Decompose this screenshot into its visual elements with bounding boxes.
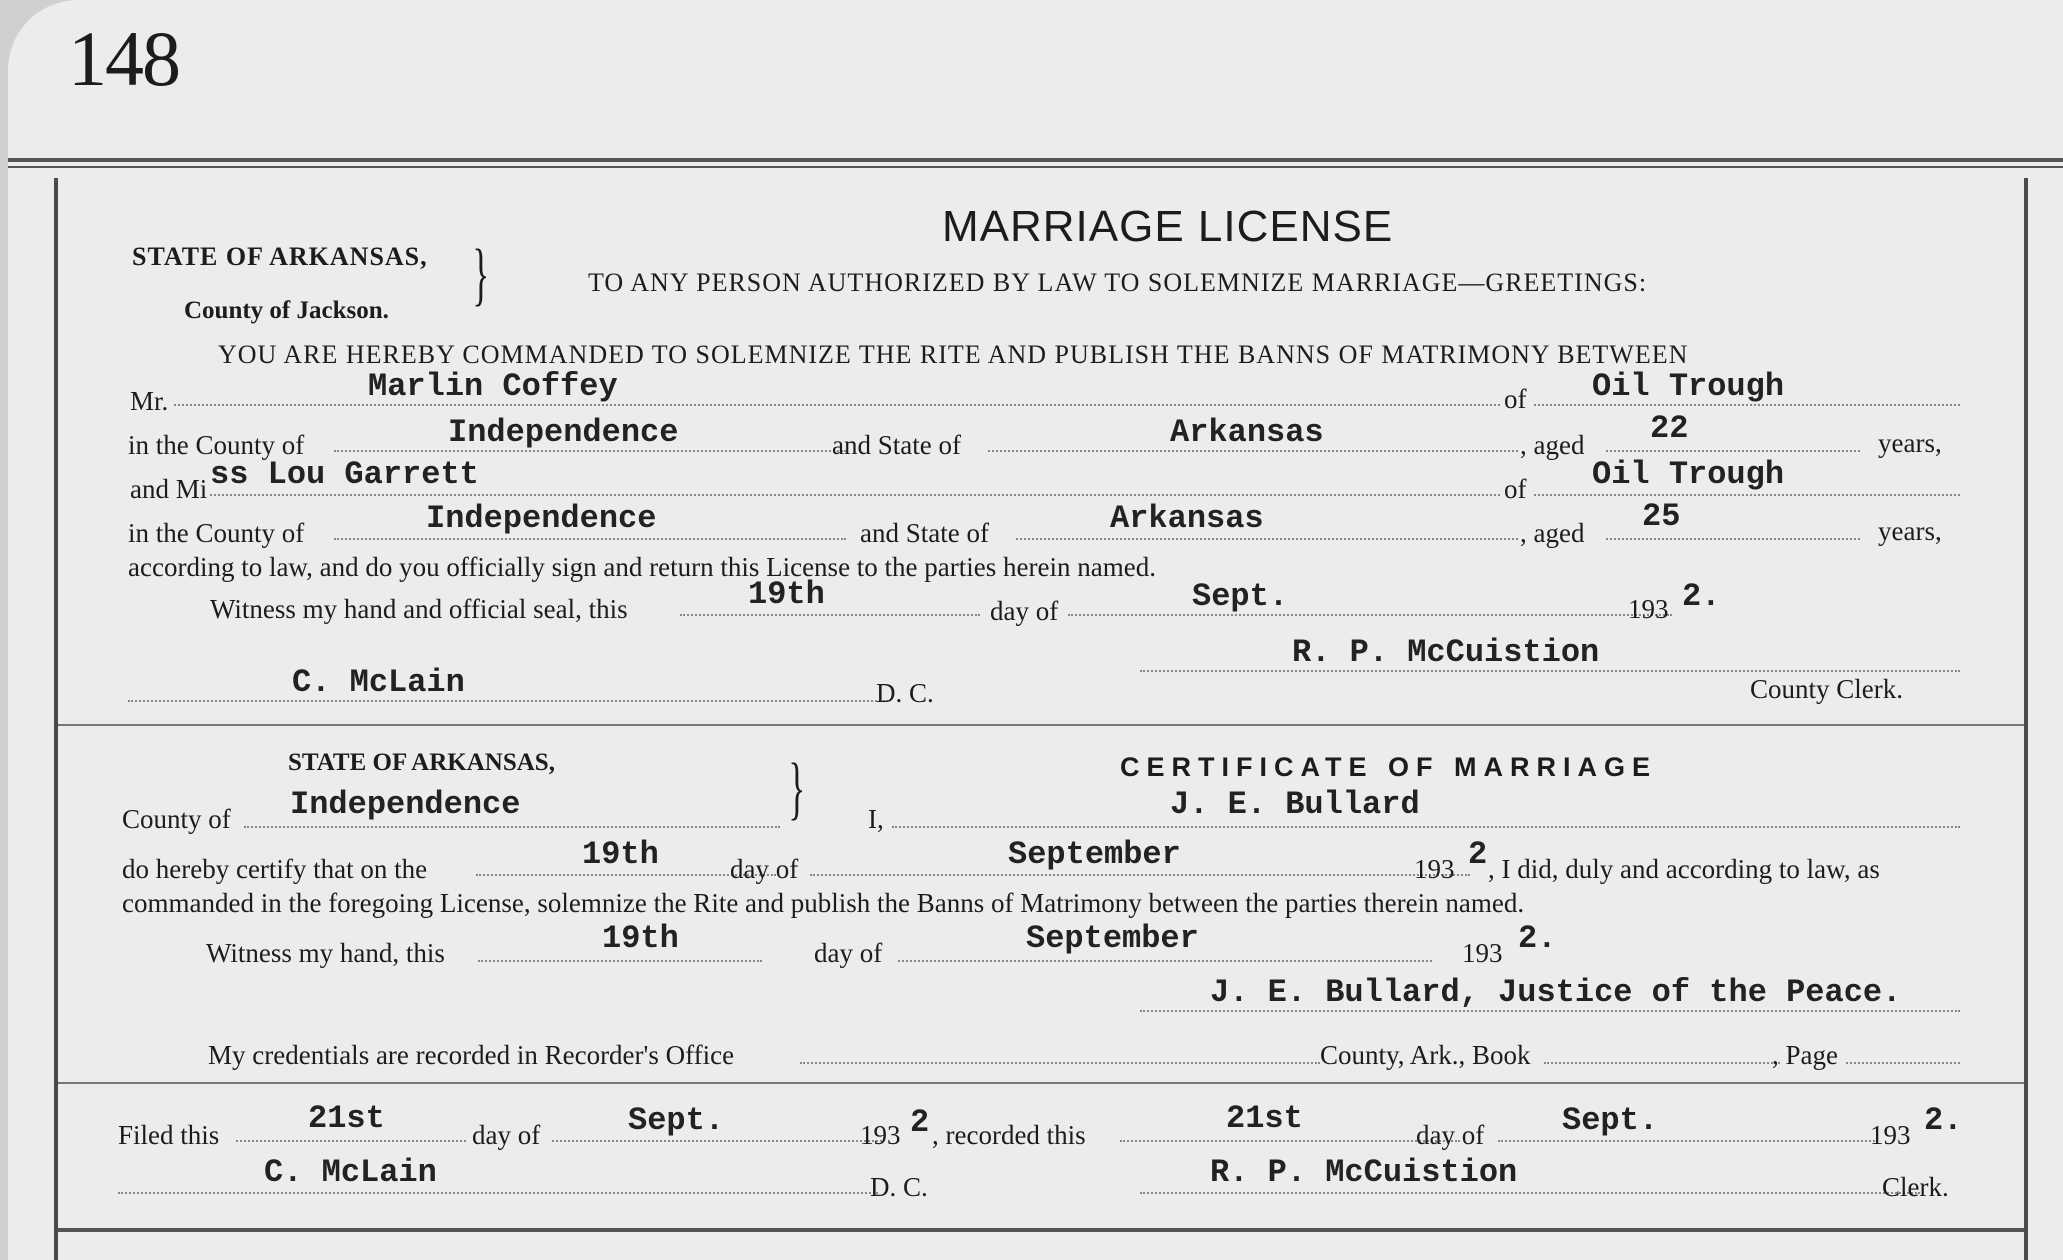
cert-book-line bbox=[1544, 1062, 1780, 1064]
cert-certify-label: do hereby certify that on the bbox=[122, 854, 428, 884]
recorded-day: 21st bbox=[1226, 1100, 1303, 1137]
top-rule-thin bbox=[8, 166, 2063, 168]
page-number: 148 bbox=[68, 15, 179, 102]
filed-year-prefix: 193 bbox=[860, 1120, 901, 1150]
bride-state: Arkansas bbox=[1110, 500, 1264, 537]
cert-certify-tail: , I did, duly and according to law, as bbox=[1488, 854, 1880, 884]
license-witness-label: Witness my hand and official seal, this bbox=[210, 594, 628, 624]
bride-residence-line bbox=[1534, 494, 1960, 496]
license-title: MARRIAGE LICENSE bbox=[942, 202, 1394, 251]
cert-witness-year-suffix: 2. bbox=[1518, 920, 1557, 957]
cert-county-ark-label: County, Ark., Book bbox=[1320, 1040, 1531, 1070]
cert-county-line bbox=[244, 826, 780, 828]
recorded-year-prefix: 193 bbox=[1870, 1120, 1911, 1150]
cert-day-of-label: day of bbox=[730, 854, 799, 884]
filed-label: Filed this bbox=[118, 1120, 220, 1150]
recorded-month-line bbox=[1498, 1140, 1878, 1142]
recorded-month: Sept. bbox=[1562, 1102, 1659, 1139]
license-witness-month: Sept. bbox=[1192, 578, 1289, 615]
filed-year-suffix: 2 bbox=[910, 1104, 930, 1141]
recorded-year-suffix: 2. bbox=[1924, 1102, 1963, 1139]
license-year-prefix: 193 bbox=[1628, 594, 1669, 624]
bride-aged-label: , aged bbox=[1520, 518, 1585, 548]
cert-credentials-label: My credentials are recorded in Recorder's Office bbox=[208, 1040, 735, 1070]
cert-officiant-line bbox=[892, 826, 1960, 828]
filed-month: Sept. bbox=[628, 1102, 725, 1139]
cert-credentials-line bbox=[800, 1062, 1320, 1064]
cert-witness-day: 19th bbox=[602, 920, 679, 957]
cert-page-label: , Page bbox=[1772, 1040, 1838, 1070]
cert-state: STATE OF ARKANSAS, bbox=[288, 749, 555, 776]
groom-state: Arkansas bbox=[1170, 414, 1324, 451]
marriage-record-form bbox=[54, 178, 2028, 1260]
groom-prefix: Mr. bbox=[130, 386, 169, 416]
bride-age-line bbox=[1606, 538, 1860, 540]
filing-deputy-name: C. McLain bbox=[264, 1154, 437, 1191]
bride-state-label: and State of bbox=[860, 518, 989, 548]
cert-county-label: County of bbox=[122, 804, 231, 834]
groom-age-line bbox=[1606, 450, 1860, 452]
license-brace: } bbox=[472, 236, 490, 313]
cert-witness-month: September bbox=[1026, 920, 1199, 957]
cert-county: Independence bbox=[290, 786, 521, 823]
cert-witness-label: Witness my hand, this bbox=[206, 938, 445, 968]
bride-name: ss Lou Garrett bbox=[210, 456, 479, 493]
filed-month-line bbox=[552, 1140, 882, 1142]
recorded-day-line bbox=[1120, 1140, 1460, 1142]
bride-of-label: of bbox=[1504, 474, 1527, 504]
bottom-rule bbox=[58, 1228, 2024, 1232]
cert-year-suffix: 2 bbox=[1468, 836, 1488, 873]
filing-deputy-line bbox=[118, 1192, 878, 1194]
cert-month-line bbox=[810, 874, 1470, 876]
license-day-of-label: day of bbox=[990, 596, 1059, 626]
filing-clerk-title: Clerk. bbox=[1882, 1172, 1949, 1202]
groom-county: Independence bbox=[448, 414, 679, 451]
bride-age: 25 bbox=[1642, 498, 1681, 535]
cert-witness-day-of-label: day of bbox=[814, 938, 883, 968]
license-greeting: TO ANY PERSON AUTHORIZED BY LAW TO SOLEMNIZE MARRIAGE—GREETINGS: bbox=[588, 268, 1648, 297]
groom-county-label: in the County of bbox=[128, 430, 305, 460]
cert-title: CERTIFICATE OF MARRIAGE bbox=[1120, 752, 1657, 782]
cert-year-prefix: 193 bbox=[1414, 854, 1455, 884]
license-witness-day: 19th bbox=[748, 576, 825, 613]
ledger-page bbox=[8, 0, 2063, 1260]
cert-page-line bbox=[1846, 1062, 1960, 1064]
filed-day-line bbox=[236, 1140, 466, 1142]
groom-of-label: of bbox=[1504, 384, 1527, 414]
cert-month: September bbox=[1008, 836, 1181, 873]
section-divider-1 bbox=[58, 724, 2024, 726]
groom-state-label: and State of bbox=[832, 430, 961, 460]
deputy-signature-line bbox=[128, 700, 888, 702]
bride-prefix: and Mi bbox=[130, 474, 208, 504]
groom-aged-label: , aged bbox=[1520, 430, 1585, 460]
cert-officiant: J. E. Bullard bbox=[1170, 786, 1420, 823]
bride-years-label: years, bbox=[1878, 516, 1942, 546]
bride-county-label: in the County of bbox=[128, 518, 305, 548]
license-instruction: according to law, and do you officially sign and return this License to the parties herein named. bbox=[128, 552, 1156, 582]
filing-clerk-name: R. P. McCuistion bbox=[1210, 1154, 1518, 1191]
deputy-name: C. McLain bbox=[292, 664, 465, 701]
bride-name-line bbox=[210, 494, 1500, 496]
clerk-name: R. P. McCuistion bbox=[1292, 634, 1600, 671]
cert-signature: J. E. Bullard, Justice of the Peace. bbox=[1210, 974, 1902, 1011]
recorded-day-of-label: day of bbox=[1416, 1120, 1485, 1150]
cert-i-label: I, bbox=[868, 804, 884, 834]
groom-name: Marlin Coffey bbox=[368, 368, 618, 405]
cert-witness-day-line bbox=[478, 960, 762, 962]
bride-residence: Oil Trough bbox=[1592, 456, 1785, 493]
license-county: County of Jackson. bbox=[184, 297, 389, 324]
groom-years-label: years, bbox=[1878, 428, 1942, 458]
cert-day: 19th bbox=[582, 836, 659, 873]
license-command: YOU ARE HEREBY COMMANDED TO SOLEMNIZE THE RITE AND PUBLISH THE BANNS OF MATRIMONY BETWEEN bbox=[218, 340, 1689, 369]
filed-day: 21st bbox=[308, 1100, 385, 1137]
cert-brace: } bbox=[788, 750, 806, 827]
license-state: STATE OF ARKANSAS, bbox=[132, 242, 428, 271]
filing-deputy-title: D. C. bbox=[870, 1172, 928, 1202]
deputy-title: D. C. bbox=[876, 678, 934, 708]
license-witness-month-line bbox=[1068, 614, 1672, 616]
bride-state-line bbox=[1016, 538, 1518, 540]
bride-county-line bbox=[334, 538, 846, 540]
cert-witness-month-line bbox=[898, 960, 1432, 962]
clerk-title: County Clerk. bbox=[1750, 674, 1903, 704]
cert-commanded-text: commanded in the foregoing License, solemnize the Rite and publish the Banns of Matrimony between the parties therein named. bbox=[122, 888, 1525, 918]
license-year-suffix: 2. bbox=[1682, 578, 1721, 615]
cert-witness-year-prefix: 193 bbox=[1462, 938, 1503, 968]
bride-county: Independence bbox=[426, 500, 657, 537]
top-rule bbox=[8, 158, 2063, 162]
section-divider-2 bbox=[58, 1082, 2024, 1084]
license-witness-day-line bbox=[680, 614, 980, 616]
groom-age: 22 bbox=[1650, 410, 1689, 447]
recorded-label: , recorded this bbox=[932, 1120, 1086, 1150]
filed-day-of-label: day of bbox=[472, 1120, 541, 1150]
groom-residence: Oil Trough bbox=[1592, 368, 1785, 405]
filing-clerk-line bbox=[1140, 1192, 1920, 1194]
